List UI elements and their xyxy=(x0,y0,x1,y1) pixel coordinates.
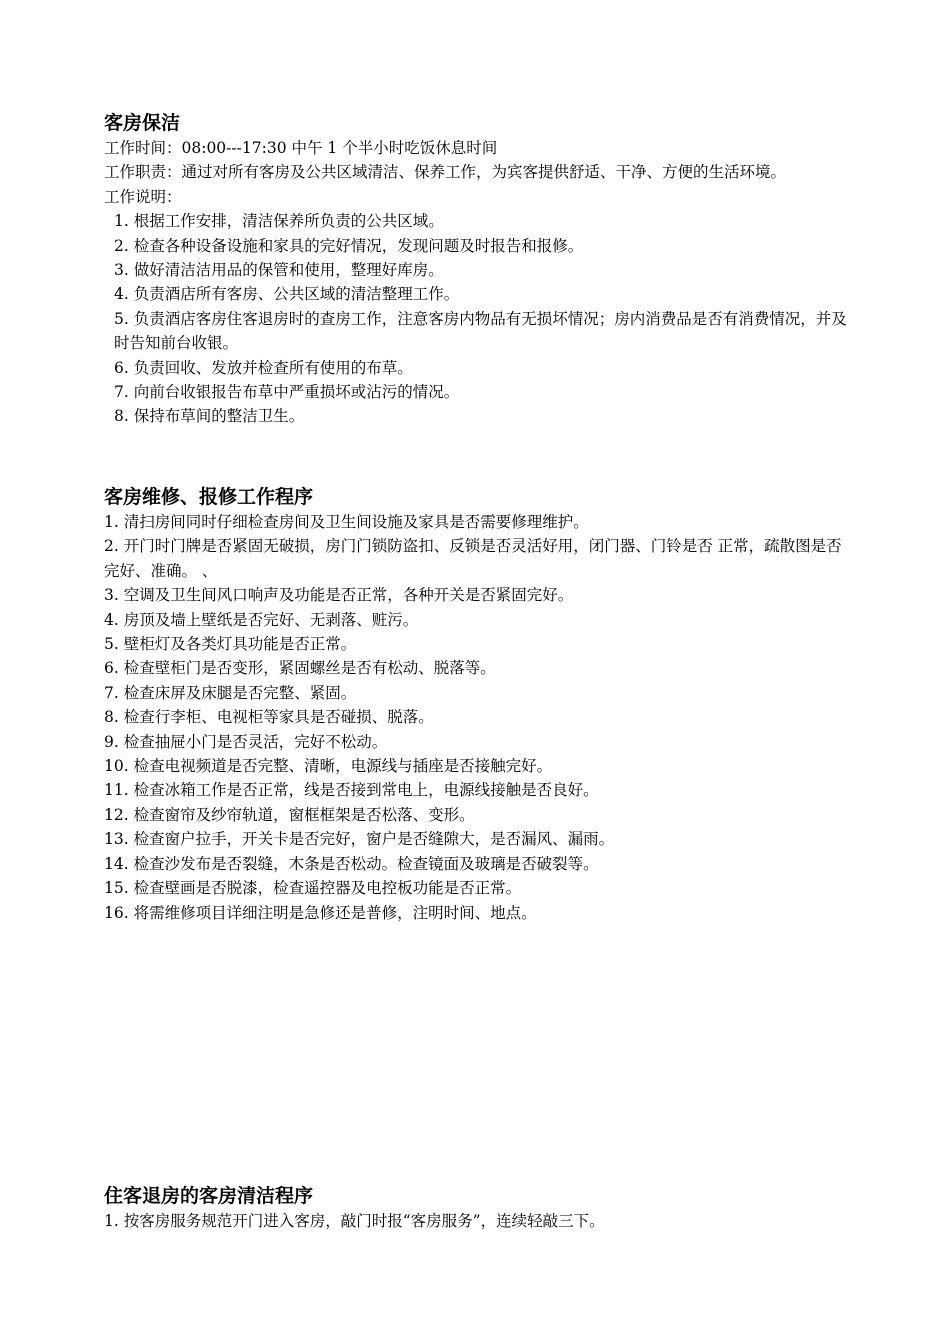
list-item: 13. 检查窗户拉手，开关卡是否完好，窗户是否缝隙大，是否漏风、漏雨。 xyxy=(104,830,615,849)
list-item: 1. 按客房服务规范开门进入客房，敲门时报“客房服务”，连续轻敲三下。 xyxy=(104,1212,605,1230)
list-item: 2. 检查各种设备设施和家具的完好情况，发现问题及时报告和报修。 xyxy=(114,236,584,255)
description-label: 工作说明： xyxy=(104,187,182,206)
list-item: 10. 检查电视频道是否完整、清晰，电源线与插座是否接触完好。 xyxy=(104,757,553,776)
list-item: 6. 检查壁柜门是否变形，紧固螺丝是否有松动、脱落等。 xyxy=(104,659,496,678)
work-time-text: 工作时间：08:00---17:30 中午 1 个半小时吃饭休息时间 xyxy=(104,139,498,157)
list-item: 5. 负责酒店客房住客退房时的查房工作，注意客房内物品有无损坏情况；房内消费品是否有消费情况，并及时告知前台收银。 xyxy=(114,309,847,353)
section-title: 住客退房的客房清洁程序 xyxy=(104,1185,314,1207)
list-item: 1. 根据工作安排，清洁保养所负责的公共区域。 xyxy=(114,212,444,231)
list-item: 5. 壁柜灯及各类灯具功能是否正常。 xyxy=(104,635,357,654)
section-title: 客房保洁 xyxy=(104,112,181,134)
list-item: 8. 检查行李柜、电视柜等家具是否碰损、脱落。 xyxy=(104,708,434,727)
section-title: 客房维修、报修工作程序 xyxy=(104,486,314,508)
duties-text: 工作职责：通过对所有客房及公共区域清洁、保养工作，为宾客提供舒适、干净、方便的生活环境。 xyxy=(104,163,787,182)
list-item: 15. 检查壁画是否脱漆，检查遥控器及电控板功能是否正常。 xyxy=(104,879,522,898)
list-item: 7. 向前台收银报告布草中严重损坏或沾污的情况。 xyxy=(114,383,460,402)
list-item: 4. 房顶及墙上壁纸是否完好、无剥落、赃污。 xyxy=(104,610,419,629)
list-item: 9. 检查抽屉小门是否灵活，完好不松动。 xyxy=(104,732,388,751)
list-item: 14. 检查沙发布是否裂缝，木条是否松动。检查镜面及玻璃是否破裂等。 xyxy=(104,854,599,873)
list-item: 6. 负责回收、发放并检查所有使用的布草。 xyxy=(114,358,413,377)
section-maintenance xyxy=(104,484,856,925)
list-item: 1. 清扫房间同时仔细检查房间及卫生间设施及家具是否需要修理维护。 xyxy=(104,513,589,531)
list-item: 4. 负责酒店所有客房、公共区域的清洁整理工作。 xyxy=(114,285,460,304)
section-checkout-cleaning xyxy=(104,1183,856,1233)
list-item: 11. 检查冰箱工作是否正常，线是否接到常电上，电源线接触是否良好。 xyxy=(104,781,599,800)
duties-list xyxy=(104,209,856,429)
list-item: 16. 将需维修项目详细注明是急修还是普修，注明时间、地点。 xyxy=(104,903,537,922)
list-item: 8. 保持布草间的整洁卫生。 xyxy=(114,407,305,426)
list-item: 2. 开门时门牌是否紧固无破损，房门门锁防盗扣、反锁是否灵活好用，闭门器、门铃是否 正常，疏散图是否完好、准确。 、 xyxy=(104,537,842,580)
list-item: 3. 做好清洁洁用品的保管和使用，整理好库房。 xyxy=(114,261,444,280)
list-item: 3. 空调及卫生间风口响声及功能是否正常，各种开关是否紧固完好。 xyxy=(104,586,574,605)
list-item: 12. 检查窗帘及纱帘轨道，窗框框架是否松落、变形。 xyxy=(104,805,475,824)
maintenance-list xyxy=(104,510,856,925)
checkout-list xyxy=(104,1209,856,1233)
section-housekeeping xyxy=(104,110,856,429)
list-item: 7. 检查床屏及床腿是否完整、紧固。 xyxy=(104,683,357,702)
